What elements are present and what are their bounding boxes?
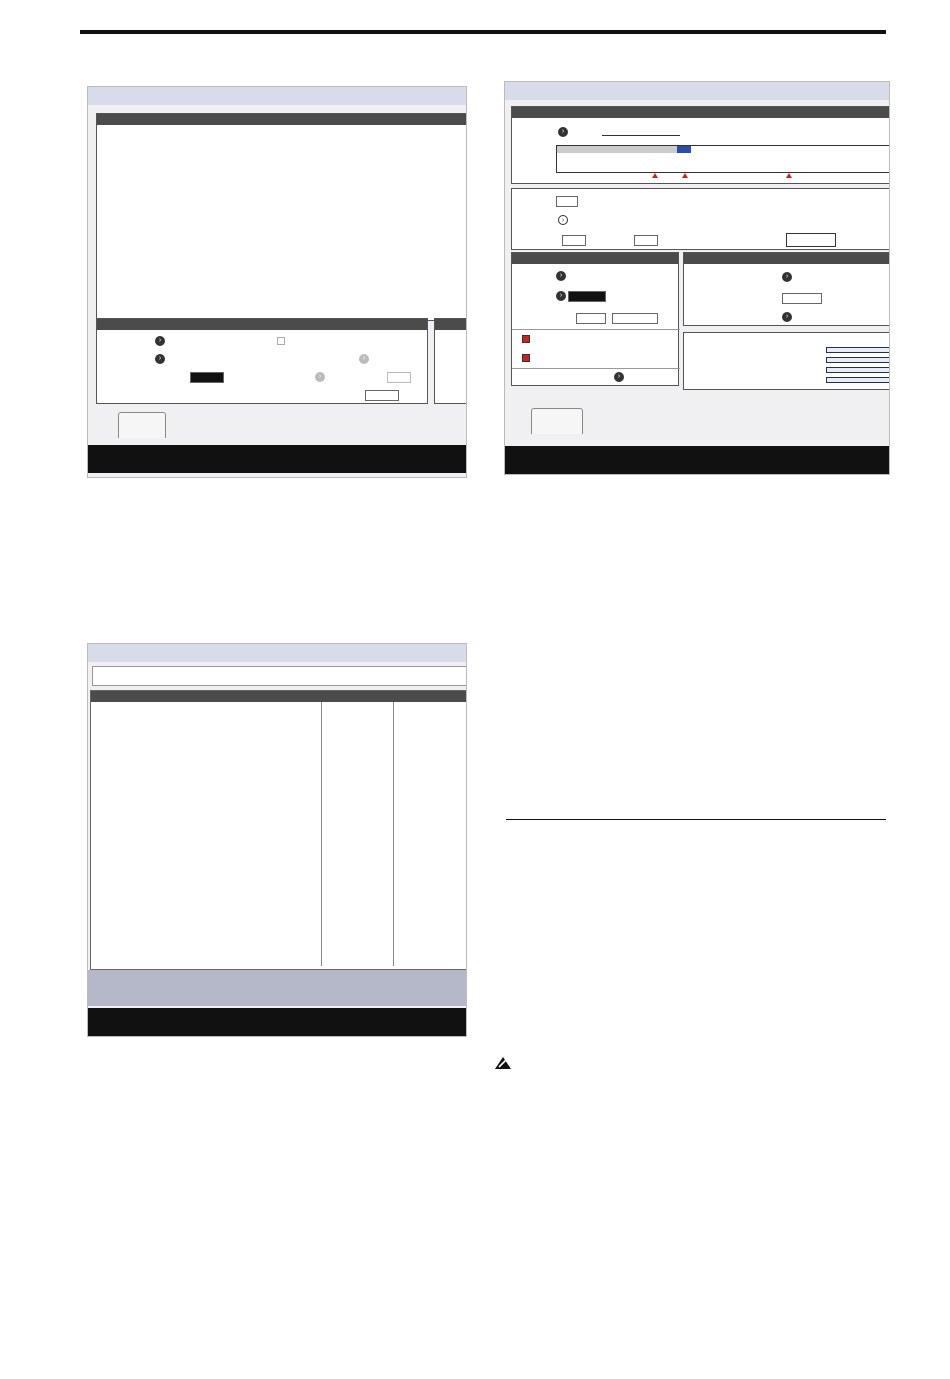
arrow-icon: › xyxy=(155,336,165,346)
screen-sampling-insert-effect xyxy=(87,643,467,1037)
multisample-panel xyxy=(511,106,890,184)
key-marker-icon xyxy=(652,173,658,178)
multisamples-meter xyxy=(826,357,890,363)
checkbox-checked-icon xyxy=(522,354,530,362)
arrow-icon: › xyxy=(782,312,792,322)
input-grid xyxy=(97,114,467,322)
arrow-icon: › xyxy=(614,372,624,382)
ifx-list-header xyxy=(91,691,467,702)
keyboard-keys xyxy=(557,154,890,173)
create-button[interactable] xyxy=(786,233,836,247)
metronome-precount-value[interactable] xyxy=(359,354,371,364)
main-tab-bar xyxy=(88,445,466,473)
separator xyxy=(512,329,680,330)
trigger-value[interactable] xyxy=(155,354,167,364)
multisample-heading xyxy=(512,107,890,118)
samples-in-ms-meter xyxy=(826,377,890,383)
arrow-icon: › xyxy=(155,354,165,364)
sampling-setup-panel xyxy=(96,318,428,404)
rec-sample-setup-heading xyxy=(512,253,678,264)
screen-title xyxy=(505,82,889,100)
arrow-icon: › xyxy=(558,127,568,137)
free-memory-panel xyxy=(683,332,890,390)
keyboard-zone-bar xyxy=(557,146,677,153)
source-bus-value[interactable] xyxy=(155,336,167,346)
multisample-select[interactable] xyxy=(558,127,570,137)
input-panel xyxy=(96,113,467,321)
mode-field[interactable] xyxy=(568,291,606,302)
screen-title xyxy=(88,644,466,662)
keyboard-display[interactable] xyxy=(556,145,890,173)
topkey-field[interactable] xyxy=(634,235,658,246)
samples-meter xyxy=(826,367,890,373)
arrow-icon: › xyxy=(556,271,566,281)
ifx-list-panel xyxy=(90,690,467,970)
arrow-icon: › xyxy=(556,291,566,301)
keyboard-selected-zone xyxy=(677,146,691,153)
sampling-setup-heading xyxy=(97,319,427,330)
pre-trigger-field[interactable] xyxy=(190,372,224,383)
ram-meter xyxy=(826,347,890,353)
threshold-field[interactable] xyxy=(365,390,399,401)
main-tab-bar xyxy=(505,446,889,474)
arrow-icon: › xyxy=(782,272,792,282)
section-rule xyxy=(506,819,886,820)
rec-sample-setup-panel xyxy=(511,252,679,386)
origkey-field[interactable] xyxy=(562,235,586,246)
subtab-recording[interactable] xyxy=(531,408,583,434)
sample-to-disk-value[interactable] xyxy=(614,372,626,382)
sample-time-min-field[interactable] xyxy=(576,313,606,324)
save-to-value[interactable] xyxy=(556,271,568,281)
screen-sampling-recording-2 xyxy=(504,81,890,475)
checkbox-checked-icon xyxy=(522,335,530,343)
chain-column-divider xyxy=(321,702,322,966)
sample-time-sec-field[interactable] xyxy=(612,313,658,324)
metronome-heading xyxy=(435,319,467,330)
resample-value[interactable] xyxy=(315,372,327,382)
separator xyxy=(512,368,680,369)
warning-icon xyxy=(494,1056,512,1070)
sample-select[interactable] xyxy=(558,215,570,225)
zone-range-field[interactable] xyxy=(782,293,822,304)
key-field[interactable] xyxy=(387,372,411,383)
orig-key-pos-value[interactable] xyxy=(782,312,794,322)
mode-select[interactable] xyxy=(556,291,568,301)
metronome-panel xyxy=(434,318,467,404)
page-top-rule xyxy=(80,30,886,34)
key-marker-icon xyxy=(682,173,688,178)
arrow-icon: › xyxy=(315,372,325,382)
create-zone-panel xyxy=(683,252,890,326)
auto-loop-checkbox[interactable] xyxy=(522,335,533,343)
source-direct-solo-checkbox[interactable] xyxy=(277,337,288,345)
screen-title xyxy=(88,87,466,105)
index-number-buttons xyxy=(748,126,890,140)
create-zone-heading xyxy=(684,253,890,264)
multisample-name-underline xyxy=(602,135,680,136)
chain-column-divider xyxy=(393,702,394,966)
checkbox-icon xyxy=(277,337,285,345)
key-marker-icon xyxy=(786,173,792,178)
screen-sampling-recording-1 xyxy=(87,86,467,478)
subtab-strip xyxy=(88,970,467,1006)
arrow-icon: › xyxy=(558,215,568,225)
insert-effect-info-bar xyxy=(92,666,467,686)
index-panel xyxy=(511,188,890,250)
main-tab-bar xyxy=(88,1008,466,1036)
arrow-icon: › xyxy=(359,354,369,364)
subtab-recording[interactable] xyxy=(118,412,166,438)
auto-12db-checkbox[interactable] xyxy=(522,354,533,362)
position-value[interactable] xyxy=(782,272,794,282)
index-field[interactable] xyxy=(556,196,578,207)
